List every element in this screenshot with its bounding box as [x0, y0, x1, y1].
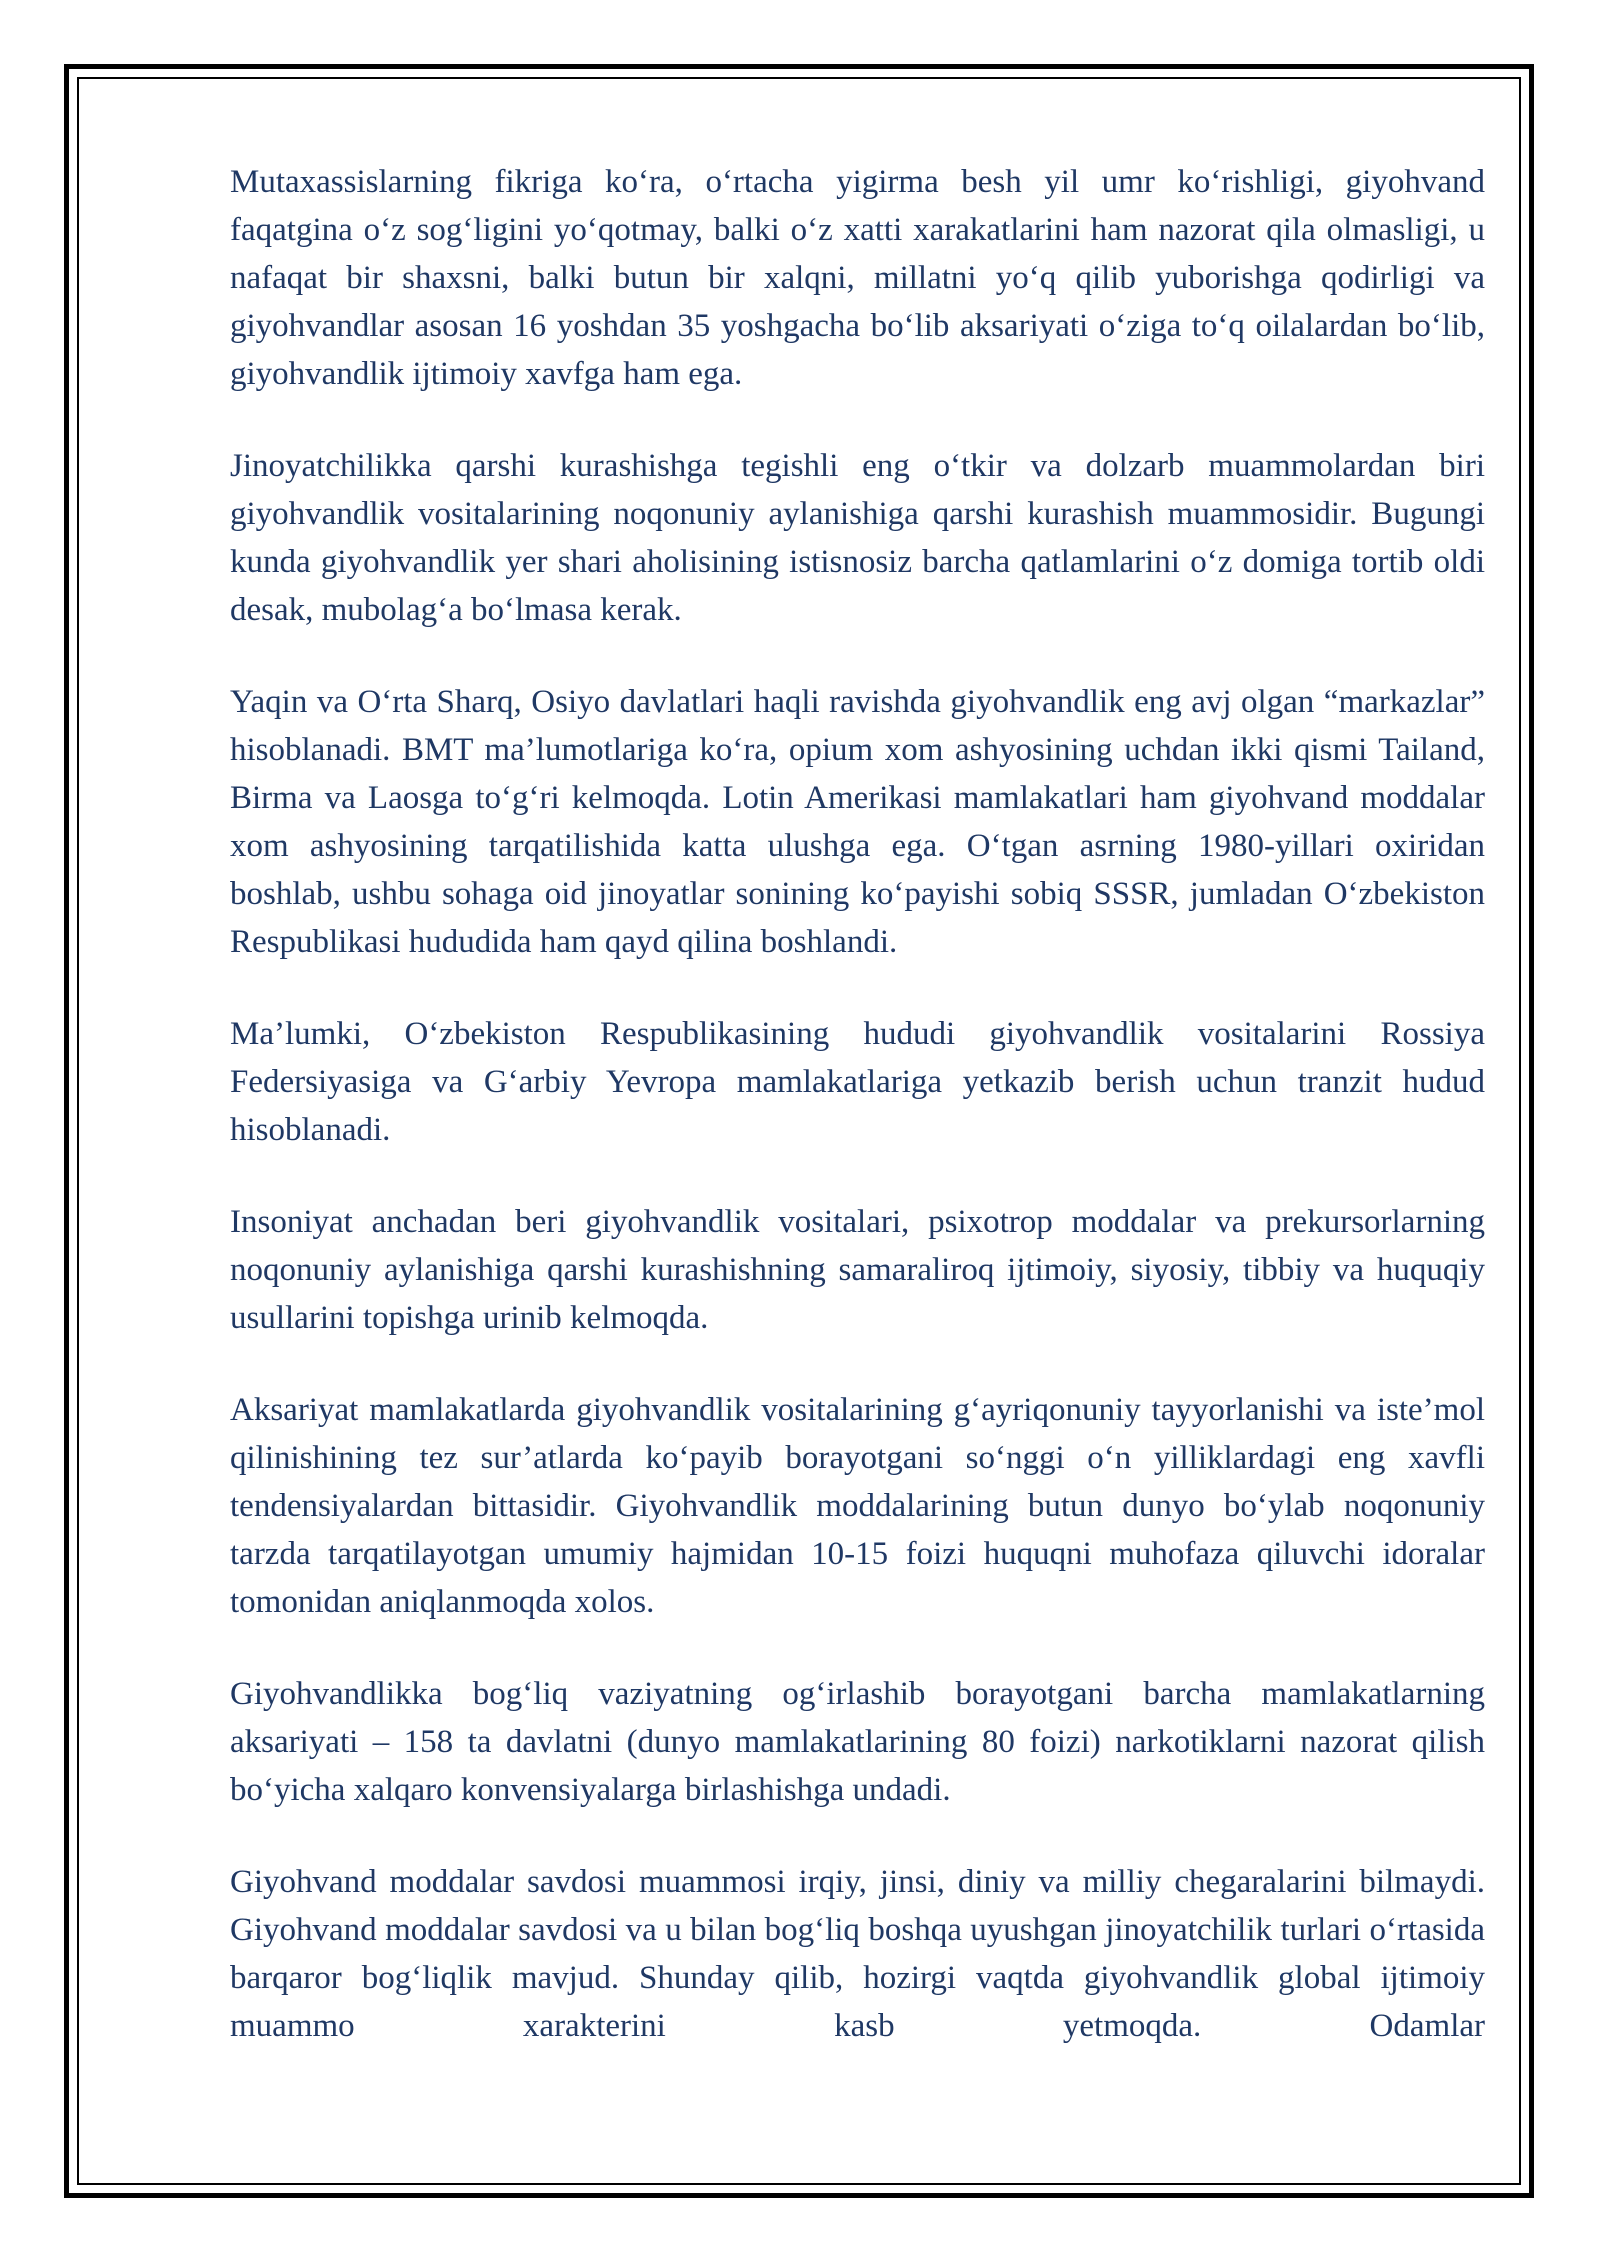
document-body: [230, 158, 1485, 2050]
paragraph-2: Jinoyatchilikka qarshi kurashishga tegishli eng o‘tkir va dolzarb muammolardan biri giyohvandlik vositalarining noqonuniy aylanishiga qarshi kurashish muammosidir. Bugungi kunda giyohvandlik yer shari aholisining istisnosiz barcha qatlamlarini o‘z domiga tortib oldi desak, mubolag‘a bo‘lmasa kerak.: [230, 448, 1485, 628]
paragraph-1: Mutaxassislarning fikriga ko‘ra, o‘rtacha yigirma besh yil umr ko‘rishligi, giyohvand faqatgina o‘z sog‘ligini yo‘qotmay, balki o‘z xatti xarakatlarini ham nazorat qila olmasligi, u nafaqat bir shaxsni, balki butun bir xalqni, millatni yo‘q qilib yuborishga qodirligi va giyohvandlar asosan 16 yoshdan 35 yoshgacha bo‘lib aksariyati o‘ziga to‘q oilalardan bo‘lib, giyohvandlik ijtimoiy xavfga ham ega.: [230, 164, 1485, 392]
paragraph-7: Giyohvandlikka bog‘liq vaziyatning og‘irlashib borayotgani barcha mamlakatlarning aksariyati – 158 ta davlatni (dunyo mamlakatlarining 80 foizi) narkotiklarni nazorat qilish bo‘yicha xalqaro konvensiyalarga birlashishga undadi.: [230, 1676, 1485, 1808]
paragraph-6: Aksariyat mamlakatlarda giyohvandlik vositalarining g‘ayriqonuniy tayyorlanishi va iste’mol qilinishining tez sur’atlarda ko‘payib borayotgani so‘nggi o‘n yilliklardagi eng xavfli tendensiyalardan bittasidir. Giyohvandlik moddalarining butun dunyo bo‘ylab noqonuniy tarzda tarqatilayotgan umumiy hajmidan 10-15 foizi huquqni muhofaza qiluvchi idoralar tomonidan aniqlanmoqda xolos.: [230, 1392, 1485, 1620]
paragraph-8: Giyohvand moddalar savdosi muammosi irqiy, jinsi, diniy va milliy chegaralarini bilmaydi. Giyohvand moddalar savdosi va u bilan bog‘liq boshqa uyushgan jinoyatchilik turlari o‘rtasida barqaror bog‘liqlik mavjud. Shunday qilib, hozirgi vaqtda giyohvandlik global ijtimoiy muammo xarakterini kasb yetmoqda. Odamlar: [230, 1864, 1485, 2044]
paragraph-3: Yaqin va O‘rta Sharq, Osiyo davlatlari haqli ravishda giyohvandlik eng avj olgan “markazlar” hisoblanadi. BMT ma’lumotlariga ko‘ra, opium xom ashyosining uchdan ikki qismi Tailand, Birma va Laosga to‘g‘ri kelmoqda. Lotin Amerikasi mamlakatlari ham giyohvand moddalar xom ashyosining tarqatilishida katta ulushga ega. O‘tgan asrning 1980-yillari oxiridan boshlab, ushbu sohaga oid jinoyatlar sonining ko‘payishi sobiq SSSR, jumladan O‘zbekiston Respublikasi hududida ham qayd qilina boshlandi.: [230, 684, 1485, 960]
paragraph-4: Ma’lumki, O‘zbekiston Respublikasining hududi giyohvandlik vositalarini Rossiya Federsiyasiga va G‘arbiy Yevropa mamlakatlariga yetkazib berish uchun tranzit hudud hisoblanadi.: [230, 1016, 1485, 1148]
paragraph-5: Insoniyat anchadan beri giyohvandlik vositalari, psixotrop moddalar va prekursorlarning noqonuniy aylanishiga qarshi kurashishning samaraliroq ijtimoiy, siyosiy, tibbiy va huquqiy usullarini topishga urinib kelmoqda.: [230, 1204, 1485, 1336]
